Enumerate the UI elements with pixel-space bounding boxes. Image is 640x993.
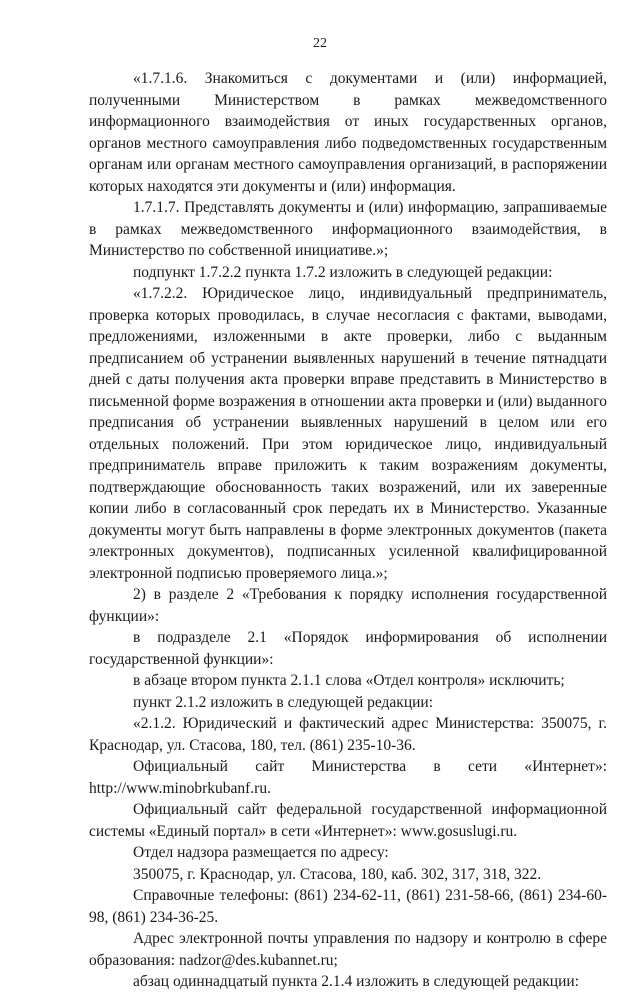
paragraph-1-7-2-2: «1.7.2.2. Юридическое лицо, индивидуальный предприниматель, проверка которых проводилась, в случае несогласия с фактами, выводами, предложениями, изложенными в акте проверки, либо с выданным предписанием об устранении выявленных нарушений в течение пятнадцати дней с даты получения акта проверки вправе представить в Министерство в письменной форме возражения в отношении акта проверки и (или) выданного предписания об устранении выявленных нарушений в целом или его отдельных положений. При этом юридическое лицо, индивидуальный предприниматель вправе приложить к таким возражениям документы, подтверждающие обоснованность таких возражений, или их заверенные копии либо в согласованный срок передать их в Министерство. Указанные документы могут быть направлены в форме электронных документов (пакета электронных документов), подписанных усиленной квалифицированной электронной подписью проверяемого лица.»; bbox=[89, 285, 607, 582]
document-body bbox=[89, 68, 607, 993]
paragraph-amend-1-7-2-2: подпункт 1.7.2.2 пункта 1.7.2 изложить в следующей редакции: bbox=[133, 263, 553, 281]
page-number: 22 bbox=[313, 36, 327, 51]
paragraph-email: Адрес электронной почты управления по надзору и контролю в сфере образования: nadzor@des.kubannet.ru; bbox=[89, 930, 607, 969]
paragraph-department-address-label: Отдел надзора размещается по адресу: bbox=[133, 844, 389, 861]
paragraph-2-1-1-change: в абзаце втором пункта 2.1.1 слова «Отдел контроля» исключить; bbox=[133, 672, 565, 689]
paragraph-official-site: Официальный сайт Министерства в сети «Интернет»: http://www.minobrkubanf.ru. bbox=[89, 758, 607, 797]
paragraph-amend-2-1-2: пункт 2.1.2 изложить в следующей редакции: bbox=[133, 693, 434, 711]
paragraph-amend-2-1-4: абзац одиннадцатый пункта 2.1.4 изложить в следующей редакции: bbox=[133, 973, 580, 990]
paragraph-section-2: 2) в разделе 2 «Требования к порядку исполнения государственной функции»: bbox=[89, 586, 607, 625]
paragraph-department-address: 350075, г. Краснодар, ул. Стасова, 180, каб. 302, 317, 318, 322. bbox=[133, 865, 542, 883]
paragraph-1-7-1-7: 1.7.1.7. Представлять документы и (или) информацию, запрашиваемые в рамках межведомственного информационного взаимодействия, в Министерство по собственной инициативе.»; bbox=[89, 199, 607, 259]
paragraph-phones: Справочные телефоны: (861) 234-62-11, (861) 231-58-66, (861) 234-60-98, (861) 234-36-25. bbox=[89, 887, 607, 926]
paragraph-1-7-1-6: «1.7.1.6. Знакомиться с документами и (или) информацией, полученными Министерством в рамках межведомственного информационного взаимодействия от иных государственных органов, органов местного самоуправления либо подведомственных государственным органам или органам местного самоуправления организаций, в распоряжении которых находятся эти документы и (или) информация. bbox=[89, 70, 607, 195]
paragraph-portal-site: Официальный сайт федеральной государственной информационной системы «Единый портал» в сети «Интернет»: www.gosuslugi.ru. bbox=[89, 801, 607, 840]
paragraph-2-1-2-address: «2.1.2. Юридический и фактический адрес Министерства: 350075, г. Краснодар, ул. Стасова, 180, тел. (861) 235-10-36. bbox=[89, 715, 607, 754]
paragraph-subsection-2-1: в подразделе 2.1 «Порядок информирования об исполнении государственной функции»: bbox=[89, 629, 607, 668]
